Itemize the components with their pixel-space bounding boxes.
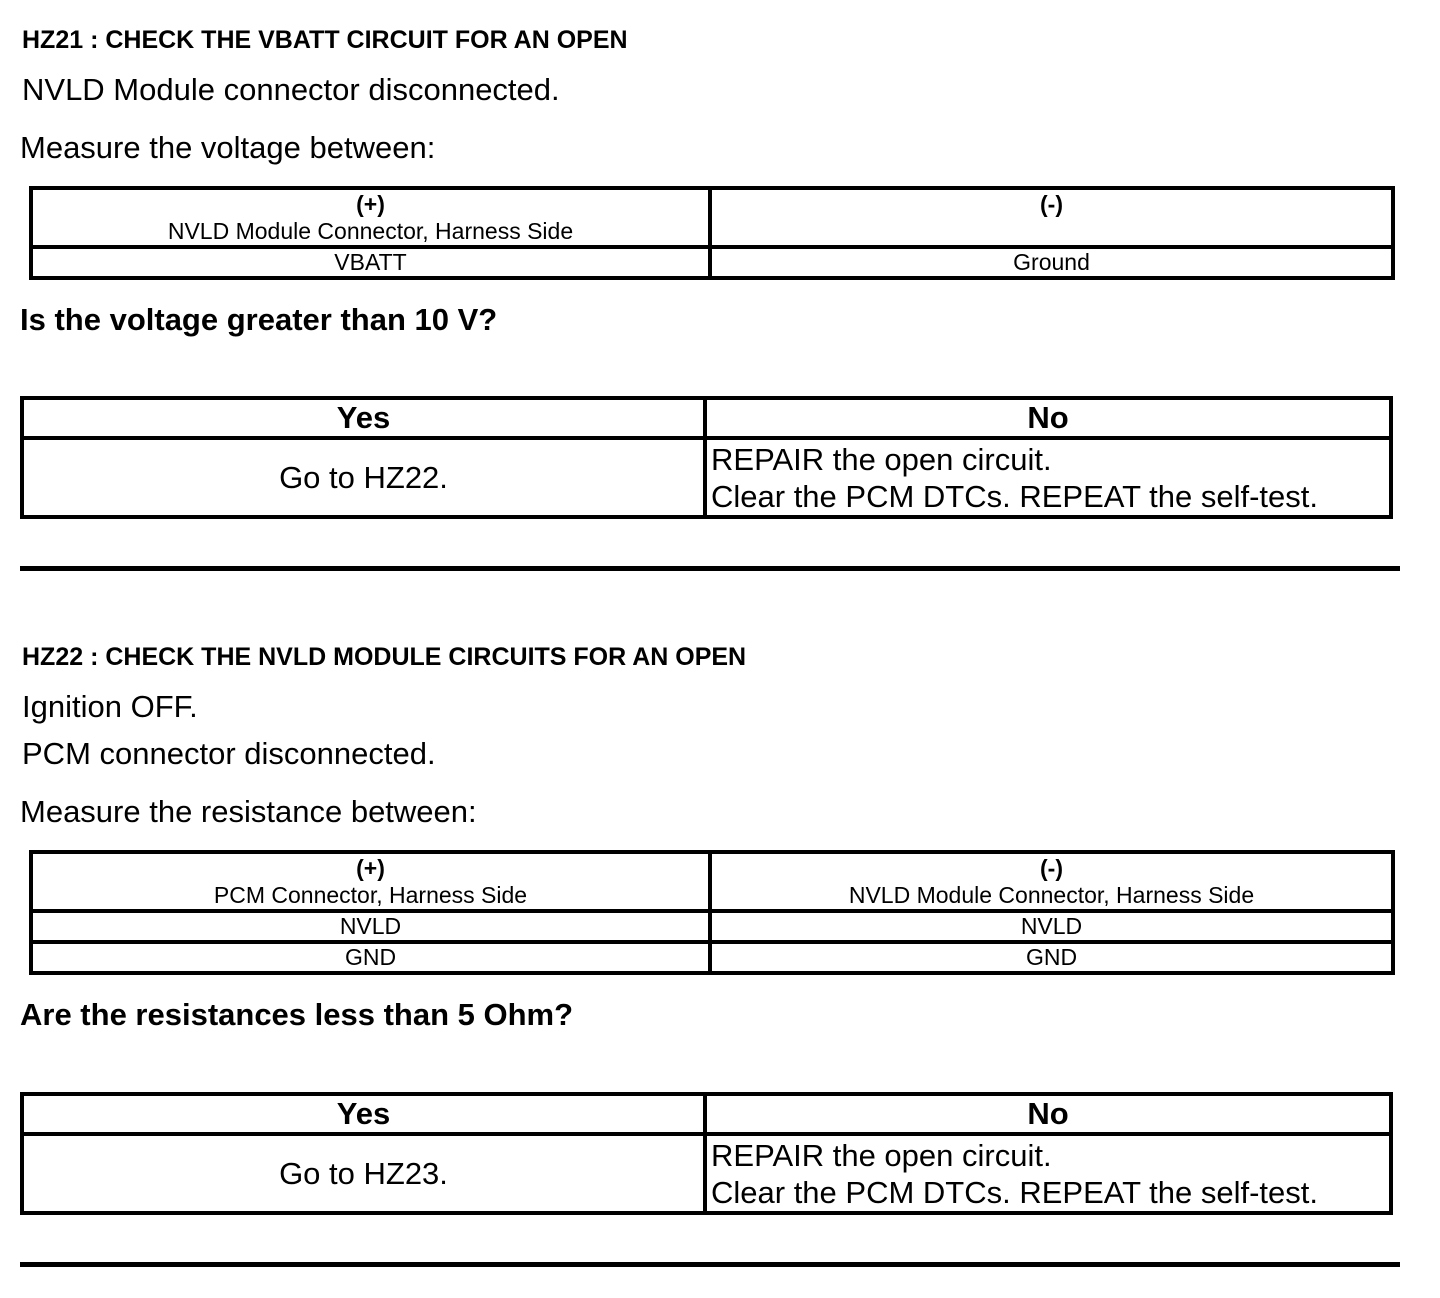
no-action-line: REPAIR the open circuit.	[711, 441, 1052, 477]
measurement-row	[31, 911, 1393, 942]
yes-header: Yes	[22, 398, 705, 438]
outcome-table-hz22	[20, 1092, 1393, 1215]
positive-pin-cell: GND	[31, 942, 710, 973]
measurement-header-row	[31, 188, 1393, 247]
positive-probe-header	[31, 188, 710, 247]
section-divider	[20, 566, 1400, 571]
measurement-row	[31, 942, 1393, 973]
condition-line: NVLD Module connector disconnected.	[22, 72, 560, 107]
negative-pin-cell: GND	[710, 942, 1393, 973]
no-action-line: Clear the PCM DTCs. REPEAT the self-test.	[711, 478, 1318, 514]
no-action	[705, 438, 1391, 517]
step-heading-hz22: HZ22 : CHECK THE NVLD MODULE CIRCUITS FOR AN OPEN	[22, 643, 747, 671]
positive-probe-header	[31, 852, 710, 911]
measurement-table-hz21	[29, 186, 1395, 280]
negative-sign: (-)	[1040, 191, 1063, 217]
outcome-body-row	[22, 438, 1391, 517]
no-header: No	[705, 1094, 1391, 1134]
outcome-header-row	[22, 398, 1391, 438]
no-action	[705, 1134, 1391, 1213]
yes-action: Go to HZ23.	[22, 1134, 705, 1213]
negative-probe-header	[710, 852, 1393, 911]
measurement-row	[31, 247, 1393, 278]
outcome-body-row	[22, 1134, 1391, 1213]
positive-pin-cell: VBATT	[31, 247, 710, 278]
yes-header: Yes	[22, 1094, 705, 1134]
no-header: No	[705, 398, 1391, 438]
step-question: Is the voltage greater than 10 V?	[20, 302, 498, 337]
positive-probe-label: PCM Connector, Harness Side	[213, 882, 528, 908]
measure-instruction: Measure the voltage between:	[20, 130, 436, 165]
measurement-header-row	[31, 852, 1393, 911]
no-action-line: REPAIR the open circuit.	[711, 1137, 1052, 1173]
positive-sign: (+)	[356, 855, 385, 881]
negative-probe-label: NVLD Module Connector, Harness Side	[848, 882, 1255, 908]
positive-probe-label: NVLD Module Connector, Harness Side	[167, 218, 574, 244]
positive-sign: (+)	[356, 191, 385, 217]
negative-pin-cell: NVLD	[710, 911, 1393, 942]
positive-pin-cell: NVLD	[31, 911, 710, 942]
outcome-table-hz21	[20, 396, 1393, 519]
negative-pin-cell: Ground	[710, 247, 1393, 278]
condition-line: Ignition OFF.	[22, 689, 198, 724]
step-heading-hz21: HZ21 : CHECK THE VBATT CIRCUIT FOR AN OPEN	[22, 26, 628, 54]
section-divider	[20, 1262, 1400, 1267]
condition-line: PCM connector disconnected.	[22, 736, 436, 771]
yes-action: Go to HZ22.	[22, 438, 705, 517]
measure-instruction: Measure the resistance between:	[20, 794, 477, 829]
measurement-table-hz22	[29, 850, 1395, 975]
no-action-line: Clear the PCM DTCs. REPEAT the self-test.	[711, 1174, 1318, 1210]
step-question: Are the resistances less than 5 Ohm?	[20, 997, 574, 1032]
negative-sign: (-)	[1040, 855, 1063, 881]
negative-probe-header	[710, 188, 1393, 247]
outcome-header-row	[22, 1094, 1391, 1134]
